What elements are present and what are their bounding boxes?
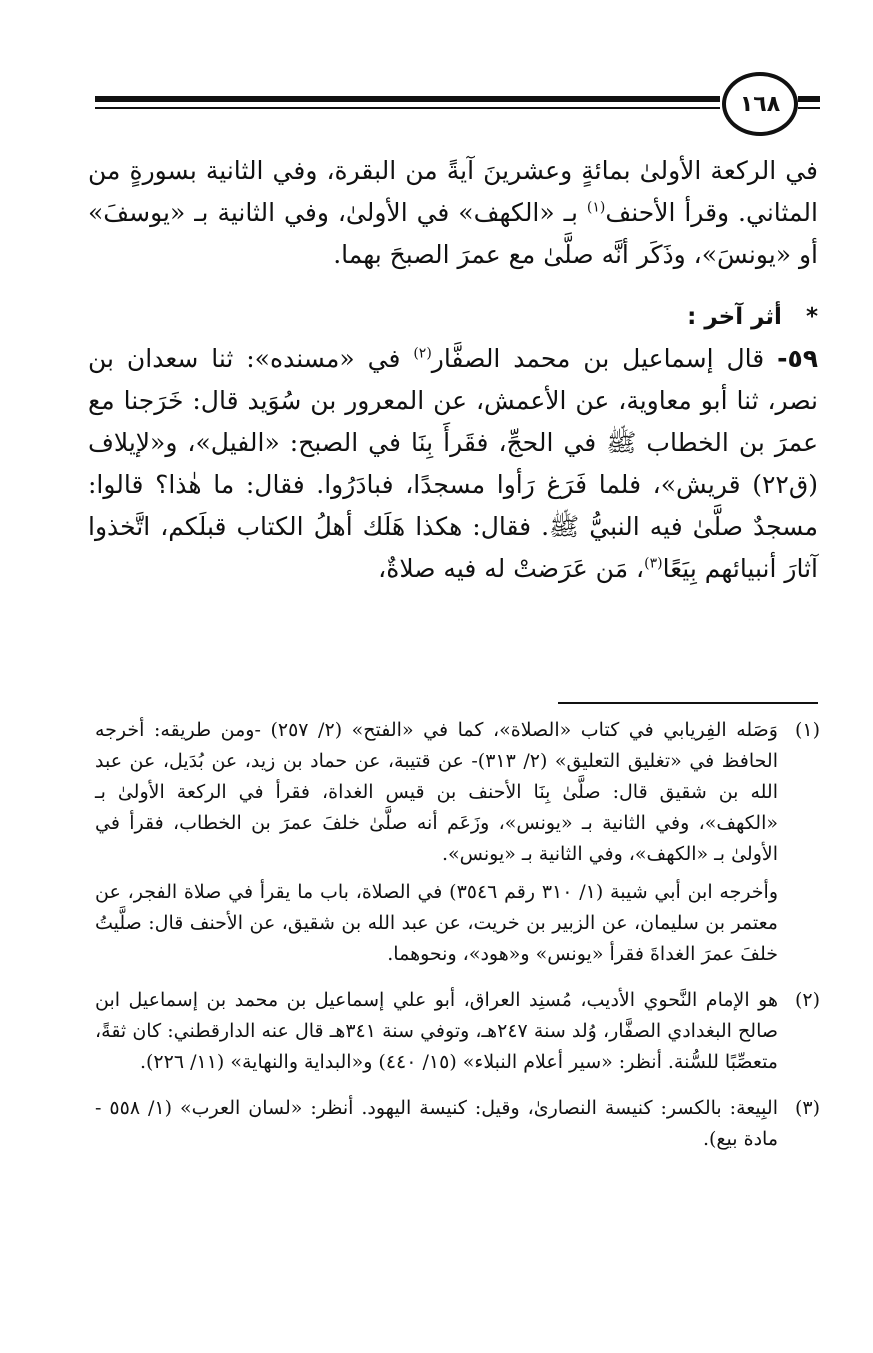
footnote-ref-2[interactable]: (٢): [413, 345, 432, 362]
footnotes: [95, 715, 820, 1170]
section-heading: [88, 296, 818, 338]
page-header: [95, 72, 820, 132]
footnote-marker: (٢): [794, 989, 820, 1011]
footnote-text: البِيعة: بالكسر: كنيسة النصارىٰ، وقيل: كنيسة اليهود. أنظر: «لسان العرب» (١/ ٥٥٨ - مادة بيع).: [95, 1097, 778, 1150]
footnote-text: وَصَله الفِريابي في كتاب «الصلاة»، كما في «الفتح» (٢/ ٢٥٧) -ومن طريقه: أخرجه الحافظ في «تغليق التعليق» (٢/ ٣١٣)- عن قتيبة، عن حماد بن زيد، عن بُدَيل، عن عبد الله بن شقيق قال: صلَّىٰ بِنَا الأحنف بن قيس الغداة، فقرأ في الركعة الأولىٰ بـ «الكهف»، وفي الثانية بـ «يونس»، وزَعَم أنه صلَّىٰ خلفَ عمرَ بن الخطاب، فقرأ في الأولىٰ بـ «الكهف»، وفي الثانية بـ «يونس».: [95, 719, 778, 865]
footnote-text: هو الإمام النَّحوي الأديب، مُسنِد العراق، أبو علي إسماعيل بن محمد بن إسماعيل ابن صالح البغدادي الصفَّار، وُلد سنة ٢٤٧هـ، وتوفي سنة ٣٤١هـ قال عنه الدارقطني: كان ثقةً، متعصِّبًا للسُّنة. أنظر: «سير أعلام النبلاء» (١٥/ ٤٤٠) و«البداية والنهاية» (١١/ ٢٢٦).: [95, 989, 779, 1073]
athar-paragraph: [88, 338, 818, 590]
footnote-marker: (٣): [794, 1097, 820, 1119]
header-rule-right-thin: [798, 107, 820, 109]
footnote-3: [95, 1093, 820, 1162]
athar-text-part1: قال إسماعيل بن محمد الصفَّار: [431, 344, 778, 373]
athar-number: ٥٩-: [777, 344, 818, 373]
footnote-2: [95, 985, 820, 1085]
main-text: [88, 150, 818, 590]
header-rule-thin: [95, 107, 720, 109]
athar-text-part2: في «مسنده»: ثنا سعدان بن نصر، ثنا أبو معاوية، عن الأعمش، عن المعرور بن سُوَيد قال: خَرَجنا مع عمرَ بن الخطاب ﷺ في الحجِّ، فقَرأَ بِنَا في الصبح: «الفيل»، و«لإيلاف (ق٢٢) قريش»، فلما فَرَغ رَأوا مسجدًا، فبادَرُوا. فقال: ما هٰذا؟ قالوا: مسجدٌ صلَّىٰ فيه النبيُّ ﷺ. فقال: هكذا هَلَك أهلُ الكتاب قبلَكم، اتَّخذوا آثارَ أنبيائهم بِيَعًا: [88, 344, 818, 583]
footnote-text: وأخرجه ابن أبي شيبة (١/ ٣١٠ رقم ٣٥٤٦) في الصلاة، باب ما يقرأ في صلاة الفجر، عن معتمر بن سليمان، عن الزبير بن خريت، عن عبد الله بن شقيق، عن الأحنف قال: صلَّيتُ خلفَ عمرَ الغداةَ فقرأ «يونس» و«هود»، ونحوهما.: [95, 881, 779, 965]
header-rule-thick: [95, 96, 720, 102]
opening-text-part1: في الركعة الأولىٰ بمائةٍ وعشرينَ آيةً من البقرة، وفي الثانية بسورةٍ من المثاني. وقرأ الأحنف: [88, 156, 818, 227]
athar-text-part3: ، مَن عَرَضتْ له فيه صلاةٌ،: [378, 554, 645, 583]
opening-paragraph: [88, 150, 818, 276]
footnote-ref-3[interactable]: (٣): [644, 555, 663, 572]
footnote-marker: (١): [794, 719, 820, 741]
star-icon: *: [805, 304, 818, 330]
page-number: ١٦٨: [722, 72, 798, 136]
opening-text-part2: بـ «الكهف» في الأولىٰ، وفي الثانية بـ «يوسفَ» أو «يونسَ»، وذَكَر أنَّه صلَّىٰ مع عمرَ الصبحَ بهما.: [88, 198, 818, 269]
footnote-1: [95, 715, 820, 977]
header-rule-right-thick: [798, 96, 820, 102]
section-heading-text: أثر آخر :: [687, 304, 782, 330]
footnote-divider: [558, 702, 818, 704]
footnote-ref-1[interactable]: (١): [586, 199, 606, 216]
